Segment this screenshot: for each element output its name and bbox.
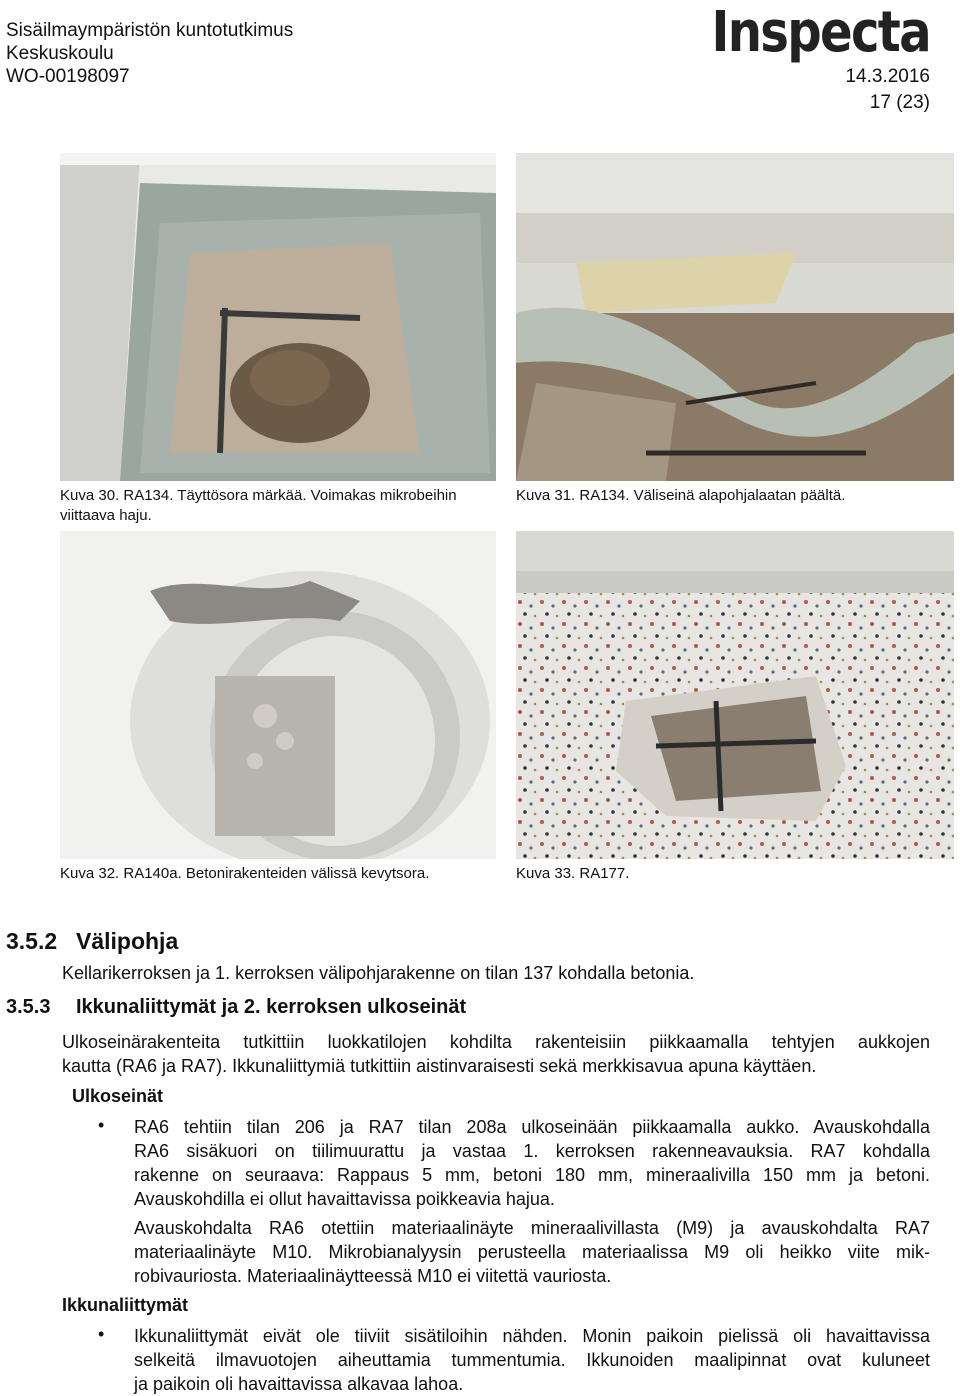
ulkoseinat-heading: Ulkoseinät xyxy=(72,1086,164,1106)
ulkoseinat-para2-line3: robivauriosta. Materiaalinäytteessä M10 ei viitettä vauriosta. xyxy=(134,1266,612,1286)
photo-30-ra134-fill xyxy=(60,153,496,481)
ulkoseinat-para1-line4: Avauskohdilla ei ollut havaittavissa poikkeavia hajua. xyxy=(134,1189,555,1209)
ikkuna-para-line2: selkeitä ilmavuotojen aiheuttamia tummentumia. Ikkunoiden maalipinnat ovat kuluneet xyxy=(134,1350,930,1370)
photo-31-ra134-wall xyxy=(516,153,954,481)
ulkoseinat-para1-line2: RA6 sisäkuori on tiilimuurattu ja vastaa 1. kerroksen rakenneavauksia. RA7 kohdalla xyxy=(134,1141,930,1161)
section-3-5-3-intro-line1: Ulkoseinärakenteita tutkittiin luokkatilojen kohdilta rakenteisiin piikkaamalla tehtyjen aukkojen xyxy=(62,1032,930,1052)
bullet-ulkoseinat: • xyxy=(98,1115,105,1135)
document-subtitle: Keskuskoulu xyxy=(6,43,114,64)
photo-30-caption-line2: viittaava haju. xyxy=(60,507,152,524)
photo-30-caption-line1: Kuva 30. RA134. Täyttösora märkää. Voimakas mikrobeihin xyxy=(60,487,457,504)
work-order-number: WO-00198097 xyxy=(6,66,130,87)
ulkoseinat-para2-line2: materiaalinäyte M10. Mikrobianalyysin perusteella materiaalissa M9 oli heikko viite mik- xyxy=(134,1242,930,1262)
section-3-5-2-title: Välipohja xyxy=(76,928,179,954)
photo-31-caption: Kuva 31. RA134. Väliseinä alapohjalaatan päältä. xyxy=(516,487,846,504)
photo-33-ra177 xyxy=(516,531,954,859)
bullet-ikkunaliittymat: • xyxy=(98,1324,105,1344)
section-3-5-2-number: 3.5.2 xyxy=(6,928,58,954)
document-date: 14.3.2016 xyxy=(845,66,930,87)
inspecta-logo: Inspecta xyxy=(711,0,930,65)
section-3-5-3-title: Ikkunaliittymät ja 2. kerroksen ulkoseinät xyxy=(76,996,467,1018)
document-title: Sisäilmaympäristön kuntotutkimus xyxy=(6,20,294,41)
ulkoseinat-para2-line1: Avauskohdalta RA6 otettiin materiaalinäyte mineraalivillasta (M9) ja avauskohdalta RA7 xyxy=(134,1218,930,1238)
ikkuna-para-line3: ja paikoin oli havaittavissa alkavaa lahoa. xyxy=(134,1374,464,1394)
section-3-5-2-text: Kellarikerroksen ja 1. kerroksen välipohjarakenne on tilan 137 kohdalla betonia. xyxy=(62,963,695,983)
ikkunaliittymat-heading: Ikkunaliittymät xyxy=(62,1295,189,1315)
ulkoseinat-para1-line1: RA6 tehtiin tilan 206 ja RA7 tilan 208a ulkoseinään piikkaamalla aukko. Avauskohdalla xyxy=(134,1117,930,1137)
ulkoseinat-para1-line3: rakenne on seuraava: Rappaus 5 mm, betoni 180 mm, mineraalivilla 150 mm ja betoni. xyxy=(134,1165,930,1185)
ikkuna-para-line1: Ikkunaliittymät eivät ole tiiviit sisätiloihin nähden. Monin paikoin pielissä oli havaittavissa xyxy=(134,1326,930,1346)
section-3-5-3-intro-line2: kautta (RA6 ja RA7). Ikkunaliittymiä tutkittiin aistinvaraisesti sekä merkkisavua apuna käyttäen. xyxy=(62,1056,817,1076)
section-3-5-3-number: 3.5.3 xyxy=(6,996,51,1018)
photo-33-caption: Kuva 33. RA177. xyxy=(516,865,630,882)
photo-32-ra140a-lightweight-aggregate xyxy=(60,531,496,859)
photo-32-caption: Kuva 32. RA140a. Betonirakenteiden välissä kevytsora. xyxy=(60,865,430,882)
page-number: 17 (23) xyxy=(869,92,930,113)
